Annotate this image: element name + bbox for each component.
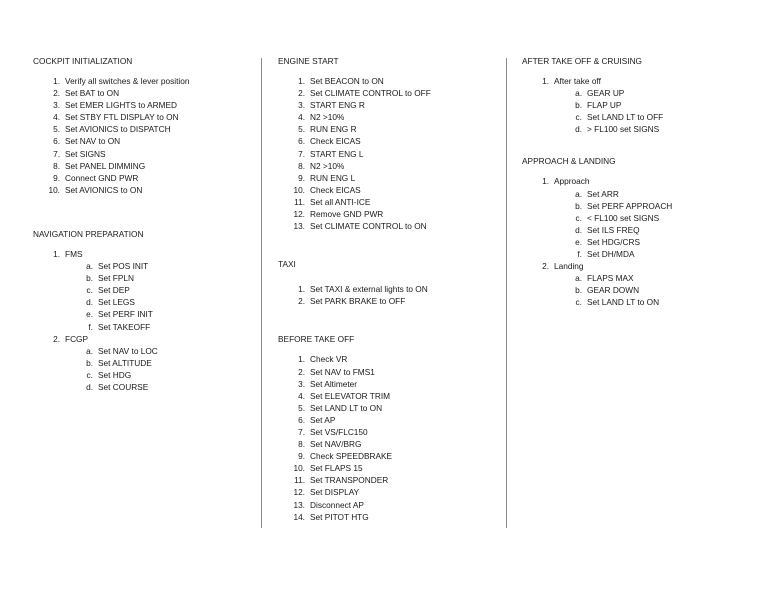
item-number: c.	[575, 112, 582, 123]
checklist-subitem	[575, 284, 752, 296]
item-number: 1.	[298, 354, 305, 365]
item-text: After take off	[554, 76, 601, 86]
checklist-item	[298, 450, 500, 462]
item-text: Set DISPLAY	[310, 487, 360, 498]
item-text: N2 >10%	[310, 160, 345, 171]
item-number: 2.	[298, 366, 305, 377]
checklist-item	[298, 111, 500, 123]
item-number: b.	[86, 273, 93, 284]
item-number: 14.	[293, 511, 305, 522]
checklist-group	[53, 248, 253, 260]
item-number: 4.	[298, 112, 305, 123]
item-text: Set NAV/BRG	[310, 439, 362, 450]
checklist-group	[53, 333, 253, 345]
item-number: 9.	[298, 172, 305, 183]
checklist-item	[53, 111, 253, 123]
checklist-subitem	[86, 272, 253, 284]
item-text: Set LEGS	[98, 297, 135, 308]
item-text: Set LAND LT to ON	[310, 402, 383, 413]
item-text: Set DH/MDA	[587, 249, 635, 260]
checklist-item	[298, 438, 500, 450]
item-text: RUN ENG L	[310, 172, 356, 183]
item-text: Set BEACON to ON	[310, 76, 384, 86]
item-text: Set PERF INIT	[98, 309, 153, 320]
item-text: Landing	[554, 261, 584, 272]
checklist-item	[293, 184, 500, 196]
item-number: d.	[86, 381, 93, 392]
checklist-item	[293, 486, 500, 498]
item-number: 5.	[298, 402, 305, 413]
checklist-item	[293, 499, 500, 511]
item-number: 3.	[298, 100, 305, 111]
item-number: b.	[575, 200, 582, 211]
checklist-group	[542, 260, 752, 272]
checklist-item	[298, 160, 500, 172]
checklist-item	[298, 378, 500, 390]
item-text: Check SPEEDBRAKE	[310, 451, 393, 462]
item-text: Set TRANSPONDER	[310, 475, 389, 486]
item-text: Set AVIONICS to DISPATCH	[65, 124, 171, 135]
checklist-item	[53, 123, 253, 135]
section-title: COCKPIT INITIALIZATION	[33, 56, 133, 66]
item-number: 12.	[293, 487, 305, 498]
item-text: Check EICAS	[310, 136, 361, 147]
item-text: Set NAV to FMS1	[310, 366, 375, 377]
item-number: 6.	[53, 136, 60, 147]
item-number: 8.	[298, 439, 305, 450]
item-text: > FL100 set SIGNS	[587, 124, 660, 135]
checklist-subitem	[86, 381, 253, 393]
item-text: Set TAKEOFF	[98, 321, 151, 332]
column-divider	[506, 58, 507, 528]
item-number: a.	[575, 88, 582, 99]
item-text: Check EICAS	[310, 184, 361, 195]
item-number: 8.	[53, 160, 60, 171]
column-middle	[278, 55, 500, 523]
checklist-group	[542, 75, 752, 87]
checklist-subitem	[575, 272, 752, 284]
section-title: NAVIGATION PREPARATION	[33, 228, 144, 239]
item-text: Set COURSE	[98, 381, 149, 392]
item-text: Set Altimeter	[310, 378, 358, 389]
item-text: Set AP	[310, 414, 336, 425]
checklist-item	[293, 511, 500, 523]
checklist-subitem	[575, 188, 752, 200]
checklist-subitem	[575, 111, 752, 123]
checklist-section-approach-landing	[522, 155, 752, 308]
item-text: Remove GND PWR	[310, 209, 384, 220]
checklist-subitem	[86, 369, 253, 381]
item-number: 9.	[298, 451, 305, 462]
item-text: Set ILS FREQ	[587, 224, 640, 235]
checklist-item	[298, 414, 500, 426]
checklist-subitem	[86, 345, 253, 357]
item-text: Set NAV to LOC	[98, 345, 158, 356]
item-number: c.	[575, 212, 582, 223]
item-number: 1.	[298, 76, 305, 86]
checklist-subitem	[86, 357, 253, 369]
column-right	[522, 55, 752, 309]
item-text: Set PITOT HTG	[310, 511, 369, 522]
item-number: 5.	[53, 124, 60, 135]
item-number: d.	[86, 297, 93, 308]
checklist-section-cockpit-initialization	[33, 55, 253, 196]
item-text: FLAPS MAX	[587, 273, 634, 284]
section-title: TAXI	[278, 259, 296, 270]
checklist-item	[298, 426, 500, 438]
item-text: Set ELEVATOR TRIM	[310, 390, 391, 401]
item-text: FCGP	[65, 333, 89, 344]
item-text: FLAP UP	[587, 100, 622, 111]
item-number: e.	[575, 236, 582, 247]
checklist-subitem	[86, 260, 253, 272]
item-text: Set TAXI & external lights to ON	[310, 284, 428, 295]
checklist-item	[294, 474, 500, 486]
item-number: 2.	[298, 88, 305, 99]
checklist-subitem	[575, 236, 752, 248]
section-title: APPROACH & LANDING	[522, 156, 616, 167]
checklist-subitem	[86, 308, 253, 320]
item-number: 4.	[53, 112, 60, 123]
item-text: Check VR	[310, 354, 348, 365]
item-text: Set all ANTI-ICE	[310, 196, 371, 207]
item-text: Set FPLN	[98, 273, 134, 284]
item-number: 1.	[298, 284, 305, 295]
item-number: 9.	[53, 172, 60, 183]
checklist-subitem	[577, 248, 752, 260]
checklist-item	[48, 184, 253, 196]
column-left	[33, 55, 253, 393]
item-number: a.	[86, 345, 93, 356]
checklist-item	[293, 208, 500, 220]
checklist-item	[298, 123, 500, 135]
item-number: 1.	[53, 76, 60, 86]
item-number: d.	[575, 124, 582, 135]
checklist-subitem	[86, 284, 253, 296]
item-text: Set LAND LT to ON	[587, 297, 660, 308]
checklist-item	[298, 99, 500, 111]
checklist-item	[298, 135, 500, 147]
checklist-item	[53, 148, 253, 160]
item-number: a.	[575, 188, 582, 199]
item-number: 13.	[293, 499, 305, 510]
checklist-item	[298, 75, 500, 87]
item-text: N2 >10%	[310, 112, 345, 123]
checklist-subitem	[88, 321, 253, 333]
item-number: a.	[86, 261, 93, 272]
item-number: 2.	[53, 88, 60, 99]
checklist-item	[293, 220, 500, 232]
checklist-group	[542, 175, 752, 187]
checklist-item	[53, 160, 253, 172]
checklist-subitem	[575, 200, 752, 212]
item-number: 8.	[298, 160, 305, 171]
checklist-subitem	[575, 212, 752, 224]
item-text: GEAR UP	[587, 88, 625, 99]
item-number: 6.	[298, 136, 305, 147]
item-text: < FL100 set SIGNS	[587, 212, 660, 223]
item-number: 11.	[294, 475, 305, 486]
item-text: START ENG L	[310, 148, 364, 159]
item-text: Set EMER LIGHTS to ARMED	[65, 100, 178, 111]
checklist-item	[53, 75, 253, 87]
item-number: e.	[86, 309, 93, 320]
item-text: START ENG R	[310, 100, 365, 111]
checklist-item	[298, 172, 500, 184]
item-number: 7.	[53, 148, 60, 159]
item-text: Verify all switches & lever position	[65, 76, 190, 86]
checklist-item	[294, 196, 500, 208]
item-number: 1.	[542, 176, 549, 187]
checklist-item	[298, 295, 500, 307]
item-text: Set AVIONICS to ON	[65, 184, 143, 195]
item-number: b.	[86, 357, 93, 368]
checklist-item	[298, 366, 500, 378]
item-number: f.	[577, 249, 582, 260]
item-text: Set ALTITUDE	[98, 357, 152, 368]
item-text: Set HDG	[98, 369, 132, 380]
item-number: a.	[575, 273, 582, 284]
item-number: 7.	[298, 148, 305, 159]
item-text: Disconnect AP	[310, 499, 364, 510]
item-number: f.	[88, 321, 93, 332]
item-text: Set PERF APPROACH	[587, 200, 673, 211]
item-text: GEAR DOWN	[587, 285, 640, 296]
item-text: Set STBY FTL DISPLAY to ON	[65, 112, 179, 123]
item-number: 1.	[53, 248, 60, 259]
item-text: Set POS INIT	[98, 261, 149, 272]
checklist-item	[298, 353, 500, 365]
item-number: 6.	[298, 414, 305, 425]
checklist-section-before-take-off	[278, 333, 500, 522]
checklist-item	[298, 390, 500, 402]
item-number: 11.	[294, 196, 305, 207]
item-text: Set CLIMATE CONTROL to ON	[310, 221, 427, 232]
section-title: ENGINE START	[278, 56, 339, 66]
item-text: Set SIGNS	[65, 148, 106, 159]
item-number: 12.	[293, 209, 305, 220]
item-number: 5.	[298, 124, 305, 135]
item-text: Set FLAPS 15	[310, 463, 363, 474]
item-number: 10.	[293, 463, 305, 474]
item-number: 2.	[53, 333, 60, 344]
checklist-item	[298, 283, 500, 295]
item-text: FMS	[65, 248, 83, 259]
checklist-item	[298, 87, 500, 99]
column-divider	[261, 58, 262, 528]
item-text: Set PARK BRAKE to OFF	[310, 296, 406, 307]
checklist-section-after-take-off-cruising	[522, 55, 752, 135]
checklist-subitem	[575, 296, 752, 308]
item-text: Set HDG/CRS	[587, 236, 641, 247]
item-number: c.	[86, 369, 93, 380]
checklist-subitem	[575, 123, 752, 135]
item-text: RUN ENG R	[310, 124, 357, 135]
item-number: 10.	[48, 184, 60, 195]
item-number: b.	[575, 100, 582, 111]
item-number: 1.	[542, 76, 549, 86]
item-text: Connect GND PWR	[65, 172, 139, 183]
item-number: 4.	[298, 390, 305, 401]
checklist-subitem	[575, 99, 752, 111]
item-number: 3.	[298, 378, 305, 389]
item-number: d.	[575, 224, 582, 235]
checklist-item	[298, 148, 500, 160]
item-text: Set VS/FLC150	[310, 426, 368, 437]
item-number: 2.	[542, 261, 549, 272]
checklist-item	[53, 87, 253, 99]
checklist-subitem	[575, 224, 752, 236]
checklist-item	[293, 462, 500, 474]
checklist-item	[53, 99, 253, 111]
item-text: Set ARR	[587, 188, 619, 199]
checklist-subitem	[86, 296, 253, 308]
checklist-item	[53, 172, 253, 184]
item-number: 13.	[293, 221, 305, 232]
item-text: Set PANEL DIMMING	[65, 160, 146, 171]
checklist-item	[53, 135, 253, 147]
item-number: 3.	[53, 100, 60, 111]
item-text: Set CLIMATE CONTROL to OFF	[310, 88, 431, 99]
checklist-section-engine-start	[278, 55, 500, 232]
section-title: AFTER TAKE OFF & CRUISING	[522, 56, 643, 66]
checklist-subitem	[575, 87, 752, 99]
section-title: BEFORE TAKE OFF	[278, 334, 355, 345]
checklist-item	[298, 402, 500, 414]
item-number: c.	[86, 285, 93, 296]
checklist-section-taxi	[278, 258, 500, 307]
checklist-section-navigation-preparation	[33, 228, 253, 393]
item-text: Set DEP	[98, 285, 130, 296]
item-text: Set NAV to ON	[65, 136, 121, 147]
item-number: 10.	[293, 184, 305, 195]
item-number: c.	[575, 297, 582, 308]
item-number: 7.	[298, 426, 305, 437]
item-number: 2.	[298, 296, 305, 307]
item-text: Approach	[554, 176, 590, 187]
item-text: Set BAT to ON	[65, 88, 120, 99]
item-text: Set LAND LT to OFF	[587, 112, 664, 123]
item-number: b.	[575, 285, 582, 296]
